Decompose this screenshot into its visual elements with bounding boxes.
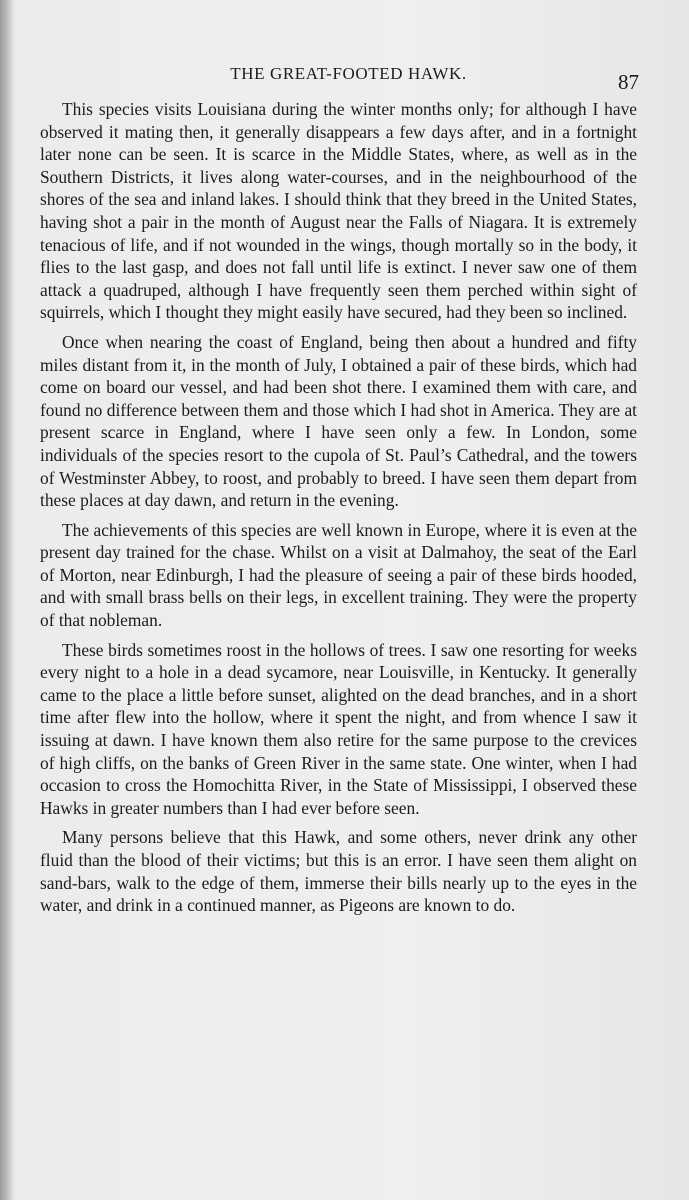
paragraph: This species visits Louisiana during the winter months only; for although I have observed it mating then, it generally disappears a few days after, and in a fortnight later none can be seen. It is scarce in the Middle States, where, as well as in the Southern Districts, it lives along water-courses, and in the neighbourhood of the shores of the sea and inland lakes. I should think that they breed in the United States, having shot a pair in the month of August near the Falls of Niagara. It is extremely tenacious of life, and if not wounded in the wings, though mortally so in the body, it flies to the last gasp, and does not fall until life is extinct. I never saw one of them attack a quadruped, although I have frequently seen them perched within sight of squirrels, which I thought they might easily have secured, had they been so inclined. [40, 99, 637, 323]
body-text [40, 98, 637, 924]
paragraph: The achievements of this species are well known in Europe, where it is even at the present day trained for the chase. Whilst on a visit at Dalmahoy, the seat of the Earl of Morton, near Edinburgh, I had the pleasure of seeing a pair of these birds hooded, and with small brass bells on their legs, in excellent training. They were the property of that nobleman. [40, 519, 637, 631]
running-head [0, 64, 689, 94]
paragraph: Many persons believe that this Hawk, and some others, never drink any other fluid than the blood of their victims; but this is an error. I have seen them alight on sand-bars, walk to the edge of them, immerse their bills nearly up to the eyes in the water, and drink in a continued manner, as Pigeons are known to do. [40, 827, 637, 916]
page-title: THE GREAT-FOOTED HAWK. [230, 64, 467, 83]
paragraph: These birds sometimes roost in the hollows of trees. I saw one resorting for weeks every night to a hole in a dead sycamore, near Louisville, in Kentucky. It generally came to the place a little before sunset, alighted on the dead branches, and in a short time after flew into the hollow, where it spent the night, and from whence I saw it issuing at dawn. I have known them also retire for the same purpose to the crevices of high cliffs, on the banks of Green River in the same state. One winter, when I had occasion to cross the Homochitta River, in the State of Mississippi, I observed these Hawks in greater numbers than I had ever before seen. [40, 639, 637, 818]
page-number: 87 [618, 70, 639, 94]
paragraph: Once when nearing the coast of England, being then about a hundred and fifty miles distant from it, in the month of July, I obtained a pair of these birds, which had come on board our vessel, and had been shot there. I examined them with care, and found no difference between them and those which I had shot in America. They are at present scarce in England, where I have seen only a few. In London, some individuals of the species resort to the cupola of St. Paul’s Cathedral, and the towers of Westminster Abbey, to roost, and probably to breed. I have seen them depart from these places at day dawn, and return in the evening. [40, 331, 637, 511]
spine-shadow [0, 0, 14, 1200]
